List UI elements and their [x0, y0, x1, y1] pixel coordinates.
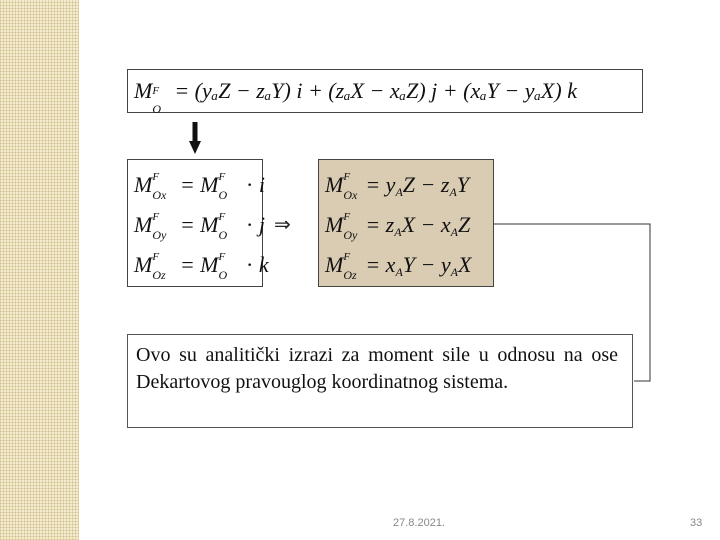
unit-vector-k: k: [258, 252, 269, 277]
description-text-box: Ovo su analitički izrazi za moment sile u odnosu na ose Dekartovog pravouglog koordinatnog sistema.: [127, 334, 633, 428]
left-row-y: M F Oy = M F O · j: [134, 211, 265, 242]
main-eq-symbol: M: [134, 78, 153, 103]
main-eq-sub: O: [152, 102, 161, 116]
implies-symbol: ⇒: [274, 212, 291, 236]
footer-date: 27.8.2021.: [393, 517, 445, 529]
down-arrow-icon: [189, 122, 201, 154]
page-number: 33: [690, 517, 703, 529]
main-eq-sup: F: [152, 85, 160, 97]
decorative-side-strip: [0, 0, 79, 540]
main-eq-rhs: = (yₐZ − zₐY) i + (zₐX − xₐZ) j + (xₐY − yₐX) k: [174, 78, 577, 103]
component-definition-box: [127, 159, 269, 287]
left-row-x: M F Ox = M F O · i: [134, 171, 265, 202]
unit-vector-j: j: [258, 212, 265, 237]
analytic-result-box: [318, 159, 494, 287]
right-row-z: M F Oz = $x_AY - y_AX$: [325, 251, 472, 282]
left-row-z: M F Oz = M F O · k: [134, 251, 269, 282]
unit-vector-i: i: [258, 172, 265, 197]
main-moment-equation: [127, 69, 643, 116]
right-row-y: M F Oy = $z_AX - x_AZ$: [325, 211, 471, 242]
right-row-x: M F Ox = $y_AZ - z_AY$: [325, 171, 470, 202]
